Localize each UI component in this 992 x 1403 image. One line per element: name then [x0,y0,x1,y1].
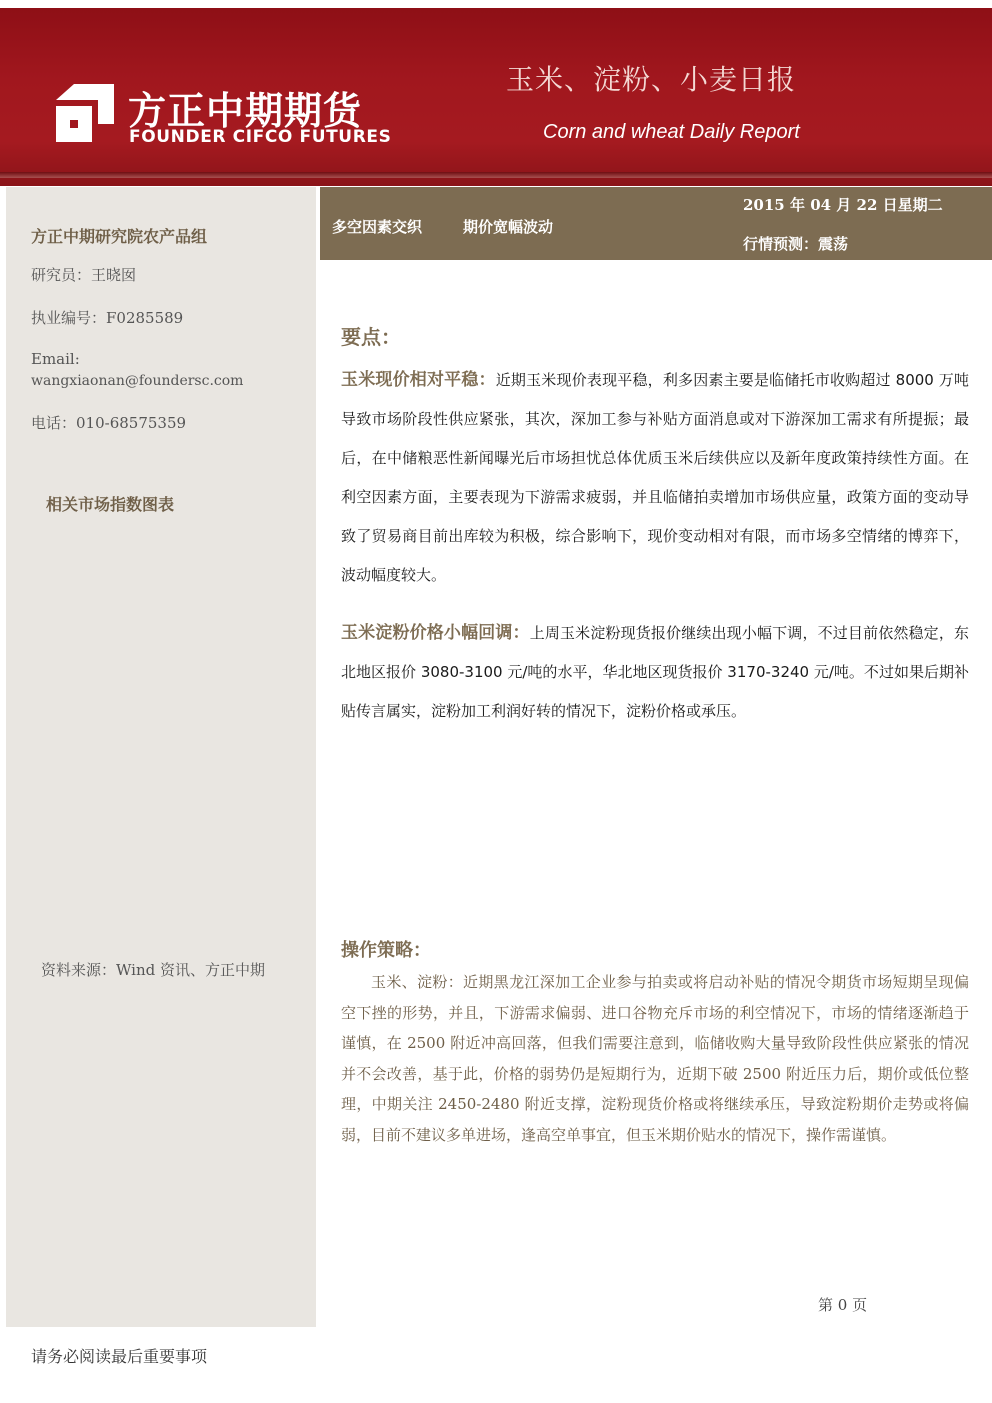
headline-2: 期价宽幅波动 [463,218,554,236]
paragraph-text: 近期玉米现价表现平稳，利多因素主要是临储托市收购超过 8000 万吨导致市场阶段性供应紧张，其次，深加工参与补贴方面消息或对下游深加工需求有所提振；最后，在中储粮恶性新闻曝光后市场担忧总体优质玉米后续供应以及新年度政策持续性方面。在利空因素方面，主要表现为下游需求疲弱，并且临储拍卖增加市场供应量，政策方面的变动导致了贸易商目前出库较为积极，综合影响下，现价变动相对有限，而市场多空情绪的博弈下，波动幅度较大。 [341,371,970,584]
logo-text-en: FOUNDER CIFCO FUTURES [129,127,392,147]
header-divider [0,172,992,178]
paragraph-lead: 玉米淀粉价格小幅回调： [341,623,530,643]
paragraph-corn-spot [341,361,969,595]
paragraph-lead: 玉米现价相对平稳： [341,370,496,390]
report-title-en: Corn and wheat Daily Report [543,121,800,143]
researcher-name: 研究员：王晓囡 [31,266,137,284]
founder-logo-icon [56,84,114,142]
key-points-heading: 要点： [341,325,401,349]
email-label: Email: [31,350,80,368]
strategy-heading: 操作策略： [341,940,431,961]
report-date: 2015 年 04 月 22 日星期二 [743,196,943,214]
logo-text-cn: 方正中期期货 [128,89,363,133]
license-number: 执业编号：F0285589 [31,309,184,327]
headline-1: 多空因素交织 [332,218,423,236]
page-number: 第 0 页 [818,1296,868,1314]
phone-number: 电话：010-68575359 [31,414,187,432]
related-charts-link[interactable]: 相关市场指数图表 [46,495,175,514]
paragraph-text: 上周玉米淀粉现货报价继续出现小幅下调，不过目前依然稳定，东北地区报价 3080-3100 元/吨的水平，华北地区现货报价 3170-3240 元/吨。不过如果后期补贴传言属实，淀粉加工利润好转的情况下，淀粉价格或承压。 [341,624,969,720]
market-forecast: 行情预测：震荡 [743,235,849,253]
paragraph-corn-starch [341,614,969,731]
footer-notice: 请务必阅读最后重要事项 [31,1347,208,1366]
strategy-text: 玉米、淀粉：近期黑龙江深加工企业参与拍卖或将启动补贴的情况令期货市场短期呈现偏空下挫的形势，并且，下游需求偏弱、进口谷物充斥市场的利空情况下，市场的情绪逐渐趋于谨慎，在 2500 附近冲高回落，但我们需要注意到，临储收购大量导致阶段性供应紧张的情况并不会改善，基于此，价格的弱势仍是短期行为，近期下破 2500 附近压力后，期价或低位整理，中期关注 2450-2480 附近支撑，淀粉现货价格或将继续承压，导致淀粉期价走势或将偏弱，目前不建议多单进场，逢高空单事宜，但玉米期价贴水的情况下，操作需谨慎。 [341,973,969,1144]
report-title-cn: 玉米、淀粉、小麦日报 [506,63,797,96]
data-source: 资料来源：Wind 资讯、方正中期 [41,961,265,979]
research-group: 方正中期研究院农产品组 [31,227,208,246]
email-address[interactable]: wangxiaonan@foundersc.com [31,373,244,389]
